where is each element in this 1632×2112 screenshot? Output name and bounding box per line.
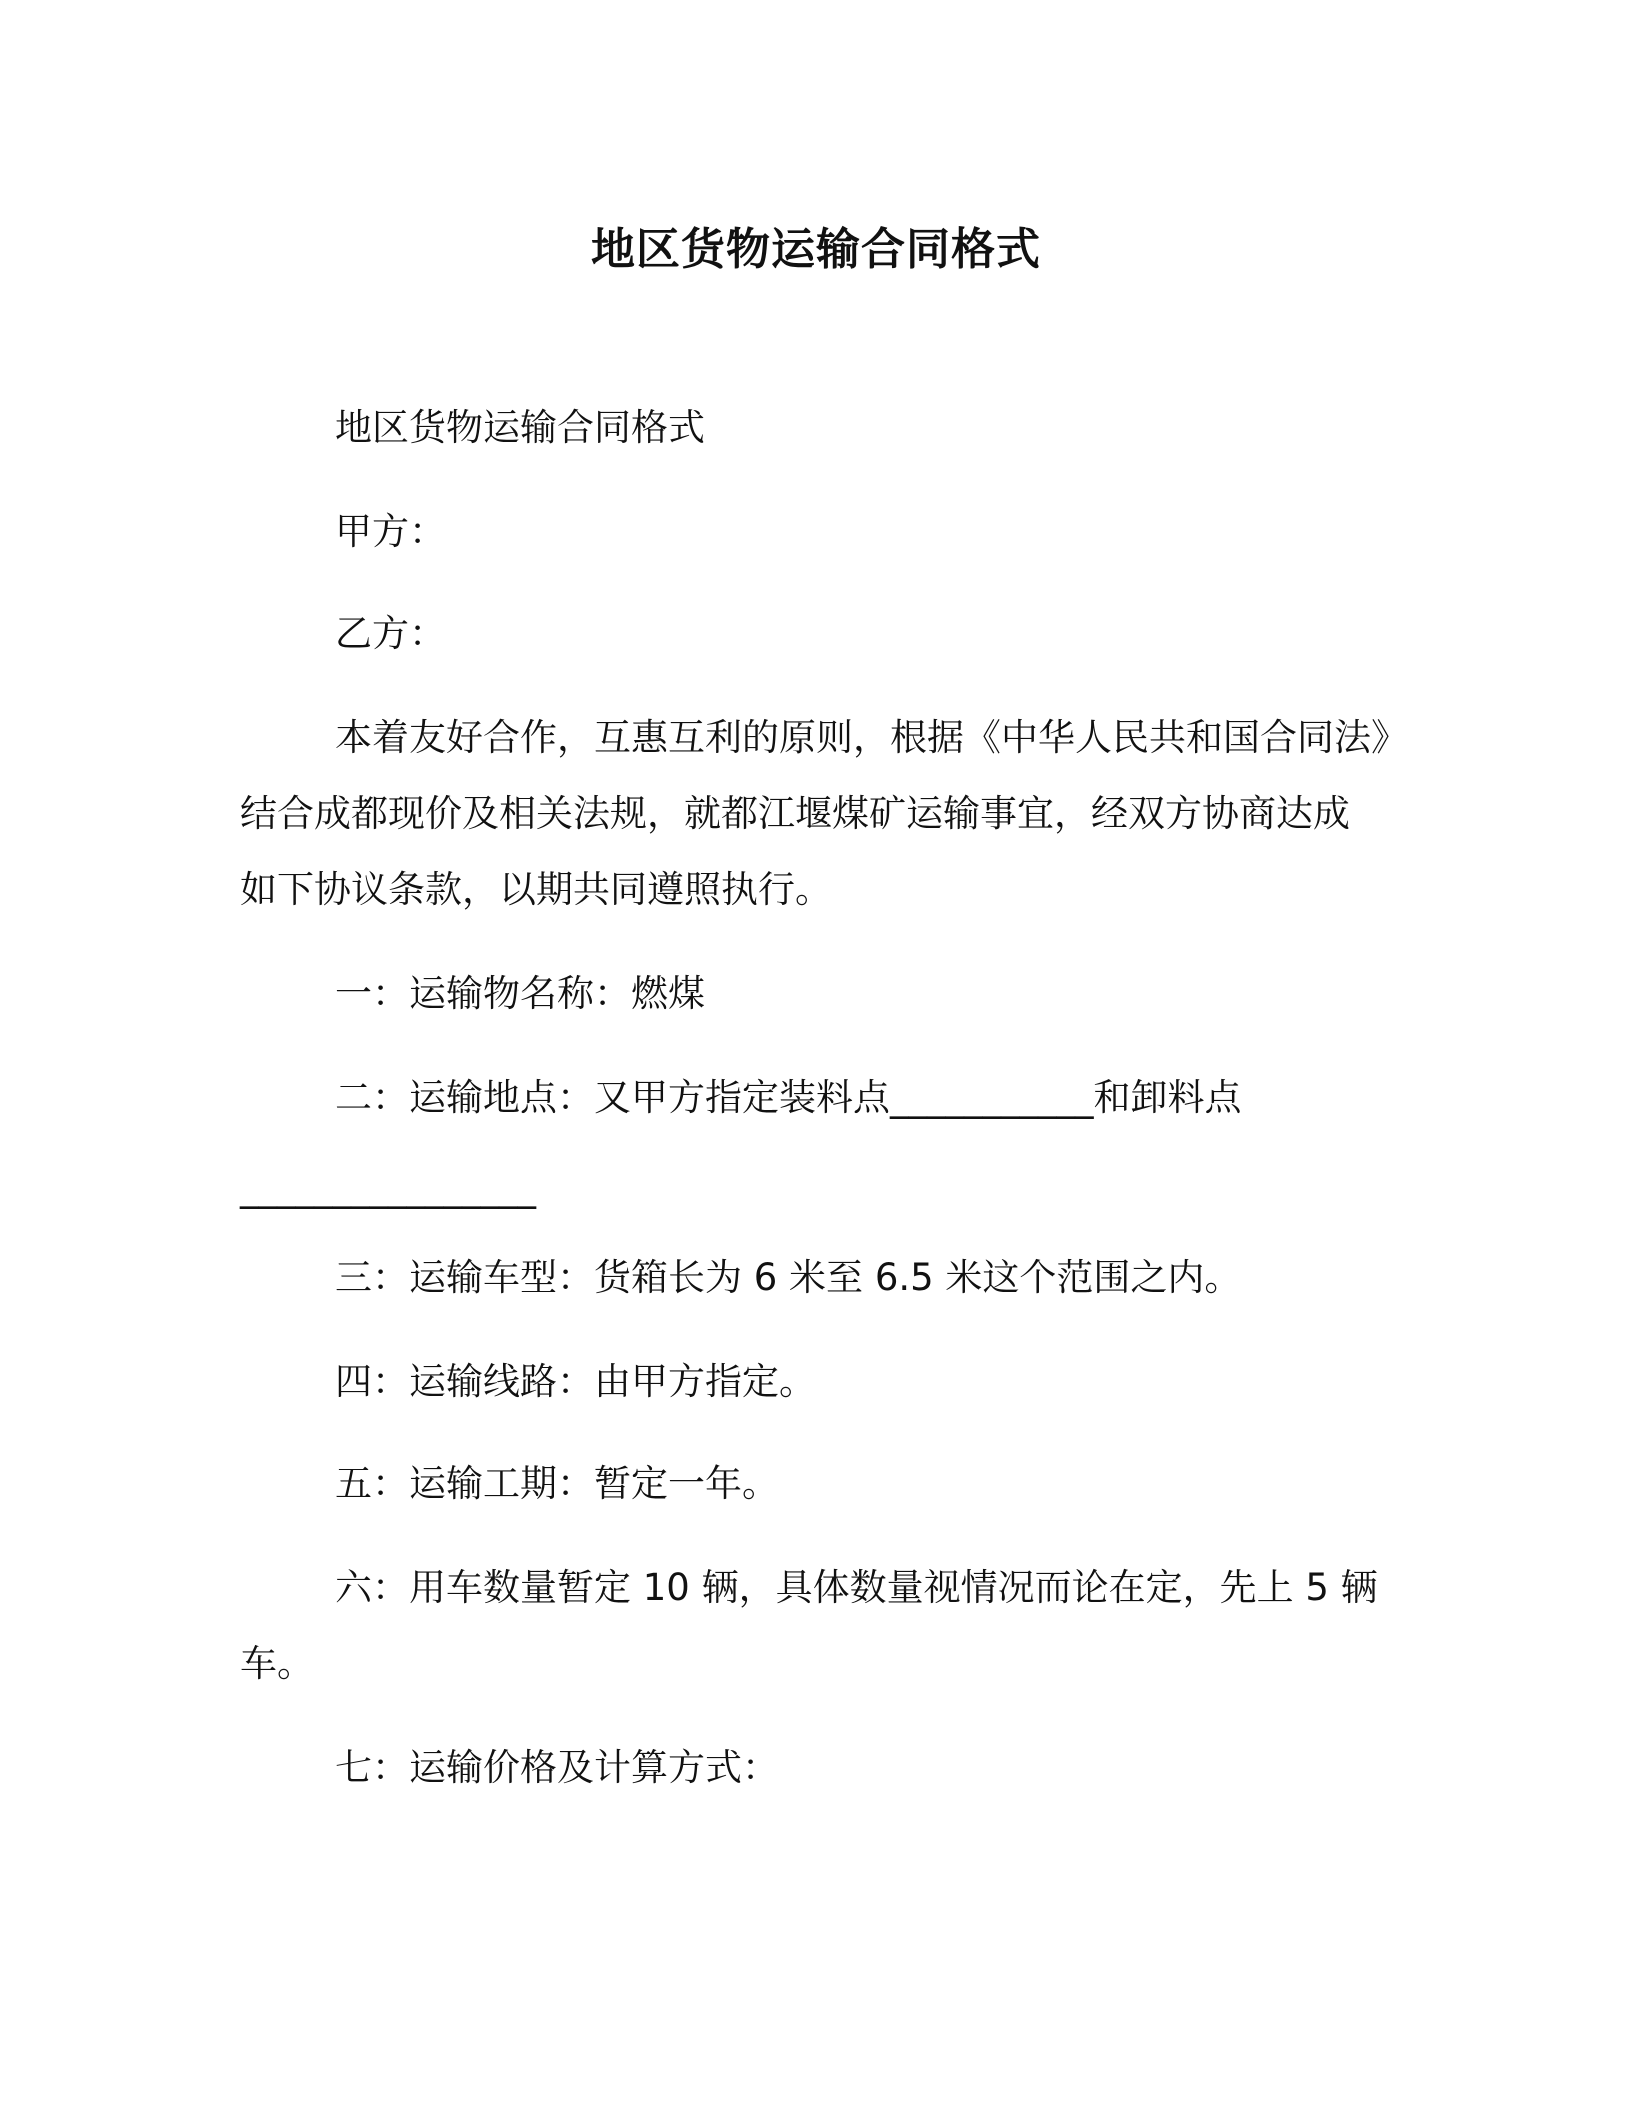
document-title: 地区货物运输合同格式 [591, 224, 1041, 275]
clause-2-line-2: ________________ [240, 1166, 536, 1209]
subtitle: 地区货物运输合同格式 [335, 406, 705, 449]
intro-line-2: 结合成都现价及相关法规，就都江堰煤矿运输事宜，经双方协商达成 [240, 792, 1350, 835]
party-b-label: 乙方： [335, 612, 446, 655]
clause-1: 一：运输物名称：燃煤 [335, 972, 705, 1015]
clause-6-line-2: 车。 [240, 1642, 314, 1685]
clause-5: 五：运输工期：暂定一年。 [335, 1462, 779, 1505]
clause-4: 四：运输线路：由甲方指定。 [335, 1360, 816, 1403]
clause-3: 三：运输车型：货箱长为 6 米至 6.5 米这个范围之内。 [335, 1256, 1242, 1299]
intro-line-1: 本着友好合作，互惠互利的原则，根据《中华人民共和国合同法》 [335, 716, 1408, 759]
clause-7: 七：运输价格及计算方式： [335, 1746, 779, 1789]
clause-6-line-1: 六：用车数量暂定 10 辆，具体数量视情况而论在定，先上 5 辆 [335, 1566, 1378, 1609]
clause-2-line-1: 二：运输地点：又甲方指定装料点___________和卸料点 [335, 1076, 1242, 1119]
party-a-label: 甲方： [335, 510, 446, 553]
intro-line-3: 如下协议条款，以期共同遵照执行。 [240, 868, 832, 911]
